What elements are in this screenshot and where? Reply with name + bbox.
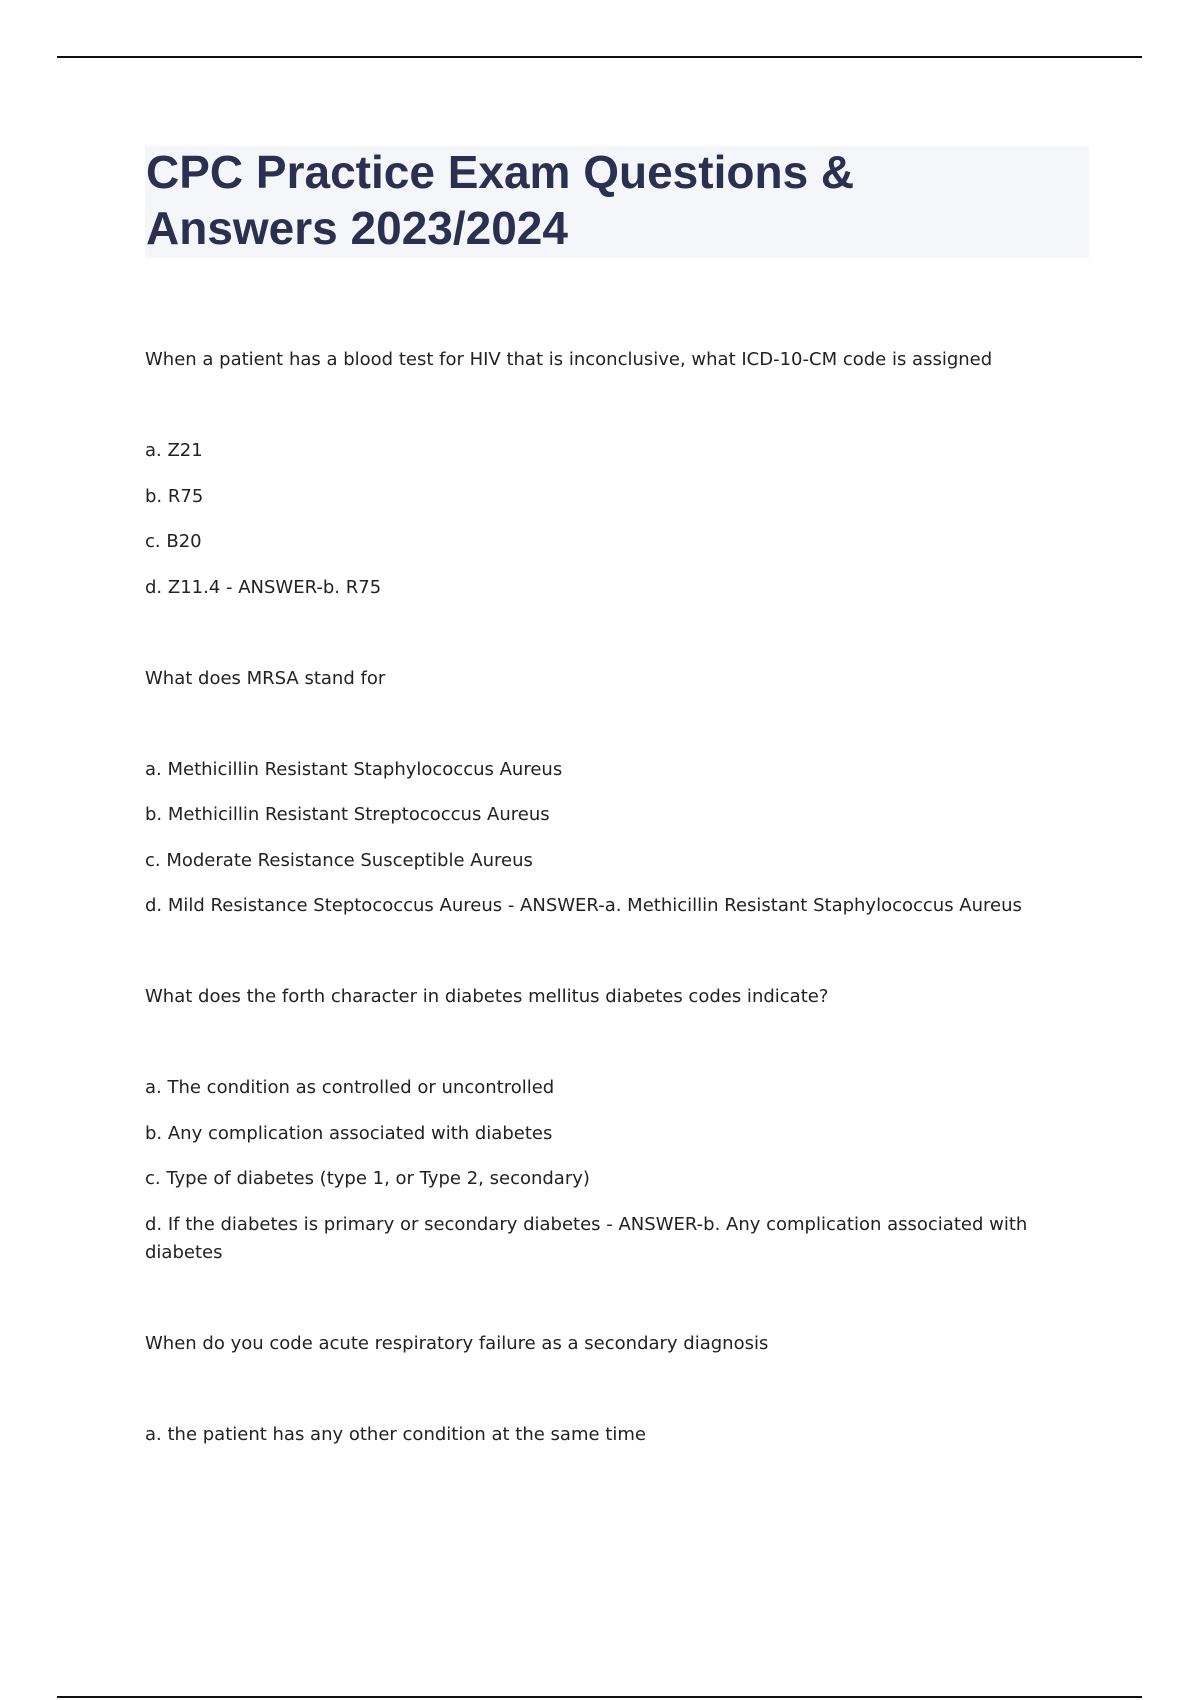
question-1-option-b: b. R75 [145, 486, 204, 507]
question-2-option-b: b. Methicillin Resistant Streptococcus Aureus [145, 804, 550, 825]
question-3-option-a: a. The condition as controlled or uncontrolled [145, 1077, 555, 1098]
question-4-option-a: a. the patient has any other condition at the same time [145, 1424, 646, 1445]
question-2-option-a: a. Methicillin Resistant Staphylococcus Aureus [145, 759, 563, 780]
question-3-option-b: b. Any complication associated with diabetes [145, 1123, 553, 1144]
question-4-prompt: When do you code acute respiratory failure as a secondary diagnosis [145, 1333, 769, 1354]
question-3-prompt: What does the forth character in diabetes mellitus diabetes codes indicate? [145, 986, 829, 1007]
question-2-prompt: What does MRSA stand for [145, 668, 386, 689]
top-rule [57, 56, 1142, 58]
question-1-option-c: c. B20 [145, 531, 202, 552]
document-title: CPC Practice Exam Questions & Answers 2023/2024 [146, 146, 855, 254]
question-2-option-d: d. Mild Resistance Steptococcus Aureus - ANSWER-a. Methicillin Resistant Staphylococcus Aureus [145, 895, 1022, 916]
question-1-option-a: a. Z21 [145, 440, 203, 461]
question-1-option-d: d. Z11.4 - ANSWER-b. R75 [145, 577, 382, 598]
question-2-option-c: c. Moderate Resistance Susceptible Aureus [145, 850, 533, 871]
question-1-prompt: When a patient has a blood test for HIV that is inconclusive, what ICD-10-CM code is assigned [145, 349, 993, 370]
question-3-option-d: d. If the diabetes is primary or secondary diabetes - ANSWER-b. Any complication associated with diabetes [145, 1214, 1028, 1263]
question-3-option-c: c. Type of diabetes (type 1, or Type 2, secondary) [145, 1168, 590, 1189]
bottom-rule [57, 1696, 1142, 1698]
